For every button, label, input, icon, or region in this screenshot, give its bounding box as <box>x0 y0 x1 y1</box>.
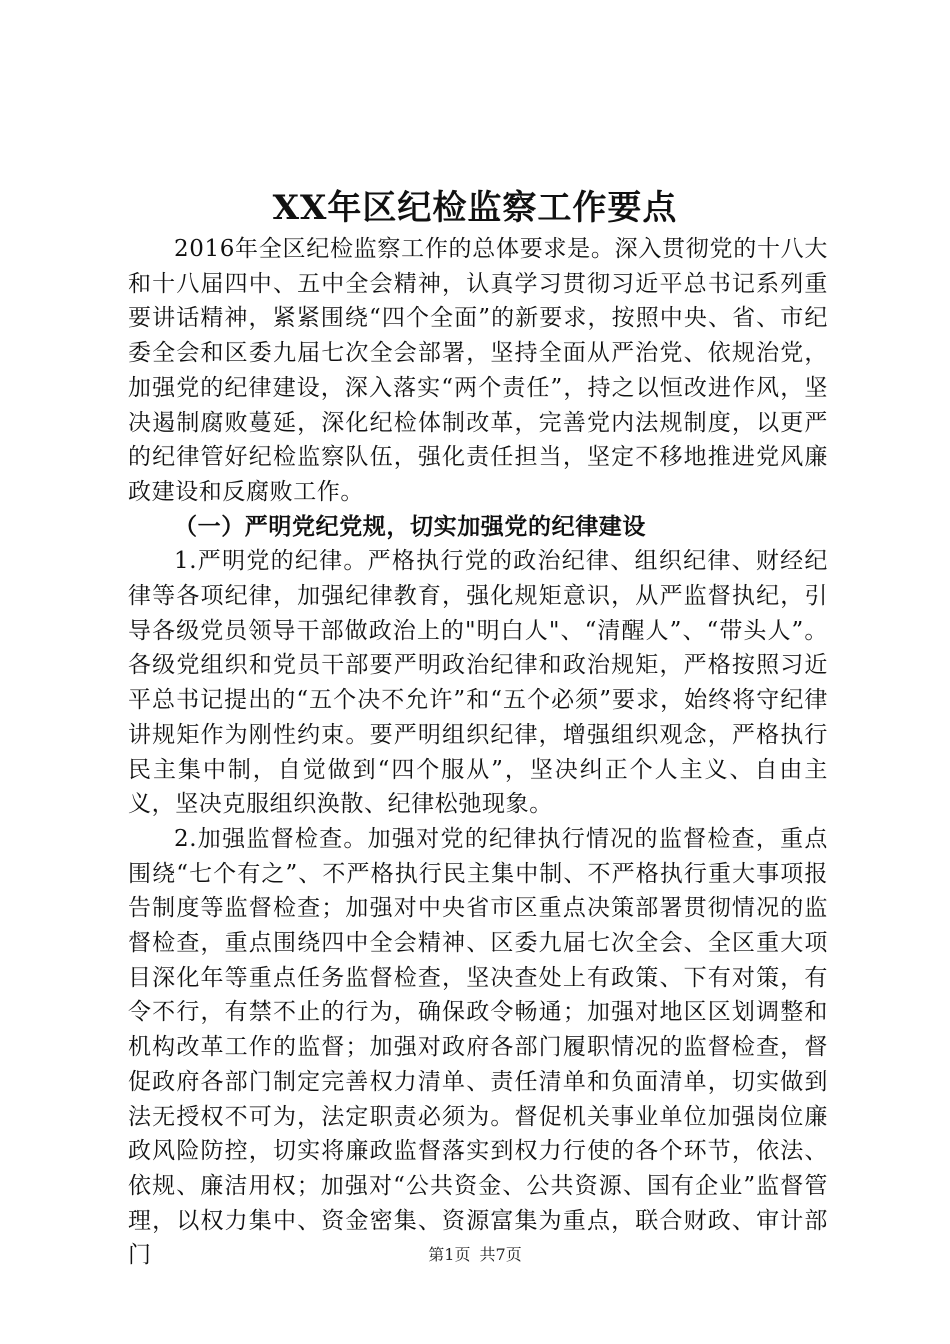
intro-paragraph: 2016年全区纪检监察工作的总体要求是。深入贯彻党的十八大和十八届四中、五中全会精神，认真学习贯彻习近平总书记系列重要讲话精神，紧紧围绕“四个全面”的新要求，按照中央、省、市纪委全会和区委九届七次全会部署，坚持全面从严治党、依规治党，加强党的纪律建设，深入落实“两个责任”，持之以恒改进作风，坚决遏制腐败蔓延，深化纪检体制改革，完善党内法规制度，以更严的纪律管好纪检监察队伍，强化责任担当，坚定不移地推进党风廉政建设和反腐败工作。 <box>128 236 828 505</box>
page-number: 第1页 <box>428 1245 471 1264</box>
paragraph-discipline: 1.严明党的纪律。严格执行党的政治纪律、组织纪律、财经纪律等各项纪律，加强纪律教育，强化规矩意识，从严监督执纪，引导各级党员领导干部做政治上的"明白人"、“清醒人”、“带头人”。各级党组织和党员干部要严明政治纪律和政治规矩，严格按照习近平总书记提出的“五个决不允许”和“五个必须”要求，始终将守纪律讲规矩作为刚性约束。要严明组织纪律，增强组织观念，严格执行民主集中制，自觉做到“四个服从”，坚决纠正个人主义、自由主义，坚决克服组织涣散、纪律松弛现象。 <box>128 548 828 818</box>
page-total: 共7页 <box>479 1245 522 1264</box>
section-heading-1: （一）严明党纪党规，切实加强党的纪律建设 <box>174 513 646 540</box>
page-footer <box>0 1243 950 1267</box>
paragraph-supervision: 2.加强监督检查。加强对党的纪律执行情况的监督检查，重点围绕“七个有之”、不严格执行民主集中制、不严格执行重大事项报告制度等监督检查；加强对中央省市区重点决策部署贯彻情况的监督检查，重点围绕四中全会精神、区委九届七次全会、全区重大项目深化年等重点任务监督检查，坚决查处上有政策、下有对策，有令不行，有禁不止的行为，确保政令畅通；加强对地区区划调整和机构改革工作的监督；加强对政府各部门履职情况的监督检查，督促政府各部门制定完善权力清单、责任清单和负面清单，切实做到法无授权不可为，法定职责必须为。督促机关事业单位加强岗位廉政风险防控，切实将廉政监督落实到权力行使的各个环节，依法、依规、廉洁用权；加强对“公共资金、公共资源、国有企业”监督管理，以权力集中、资金密集、资源富集为重点，联合财政、审计部门 <box>128 825 828 1269</box>
document-title: XX年区纪检监察工作要点 <box>272 188 678 228</box>
document-body <box>128 232 828 1273</box>
